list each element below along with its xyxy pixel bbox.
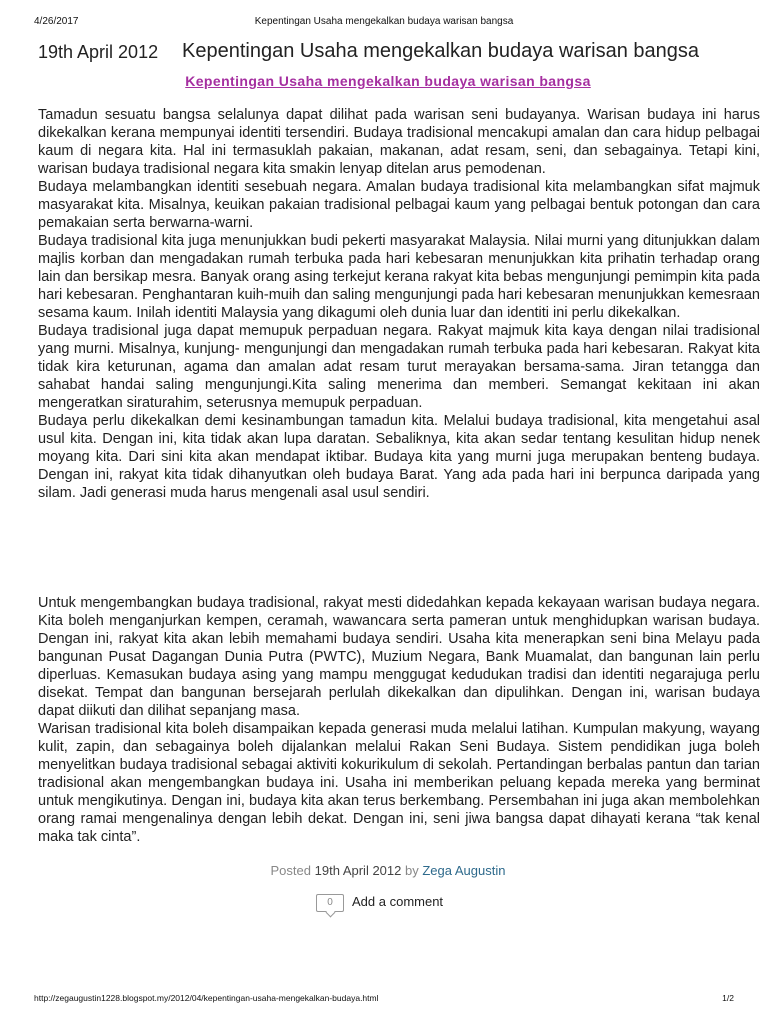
paragraph: Budaya perlu dikekalkan demi kesinambungan tamadun kita. Melalui budaya tradisional, kita mengetahui asal usul kita. Dengan ini, kita tidak akan lupa daratan. Sebaliknya, kita akan sedar tentang kesulitan hidup nenek moyang kita. Dari sini kita akan mendapat iktibar. Budaya kita yang murni juga merupakan benteng budaya. Dengan ini, rakyat kita tidak dihanyutkan oleh budaya Barat. Yang ada pada hari ini berpunca daripada yang silam. Jadi generasi muda harus mengenali asal usul sendiri.	[38, 413, 760, 501]
by-label: by	[404, 863, 419, 878]
paragraph: Budaya tradisional kita juga menunjukkan budi pekerti masyarakat Malaysia. Nilai murni yang ditunjukkan dalam majlis korban dan mengadakan rumah terbuka pada hari kebesaran menunjukkan kita prihatin terhadap orang lain dan bersikap mesra. Banyak orang asing terkejut kerana rakyat kita bebas mengunjungi pemimpin kita pada hari kebesaran. Penghantaran kuih-muih dan saling mengunjungi pada hari kebesaran menunjukkan kemesraan sesama kaum. Inilah identiti Malaysia yang dikagumi oleh dunia luar dan identiti ini perlu dikekalkan.	[38, 233, 760, 321]
print-date: 4/26/2017	[34, 16, 79, 27]
posted-date-link[interactable]: 19th April 2012	[314, 863, 402, 878]
post-title[interactable]: Kepentingan Usaha mengekalkan budaya warisan bangsa	[182, 40, 700, 62]
print-url: http://zegaugustin1228.blogspot.my/2012/04/kepentingan-usaha-mengekalkan-budaya.html	[34, 993, 379, 1003]
post-title-link[interactable]: Kepentingan Usaha mengekalkan budaya warisan bangsa	[185, 73, 591, 89]
print-footer	[34, 993, 734, 1007]
post-body-part-1	[38, 106, 760, 502]
posted-label: Posted	[270, 863, 311, 878]
paragraph: Tamadun sesuatu bangsa selalunya dapat dilihat pada warisan seni budayanya. Warisan budaya ini harus dikekalkan kerana mempunyai identiti tersendiri. Budaya tradisional mencakupi amalan dan cara hidup pelbagai kaum di negara kita. Hal ini termasuklah pakaian, makanan, adat resam, seni, dan sebagainya. Tetapi kini, warisan budaya tradisional negara kita smakin lenyap ditelan arus pemodenan.	[38, 107, 760, 177]
comment-count-bubble-icon: 0	[316, 894, 344, 912]
post-header	[38, 40, 738, 70]
post-body-part-2	[38, 594, 760, 846]
page-number: 1/2	[722, 993, 734, 1003]
author-link[interactable]: Zega Augustin	[422, 863, 506, 878]
paragraph: Budaya tradisional juga dapat memupuk perpaduan negara. Rakyat majmuk kita kaya dengan nilai tradisional yang murni. Misalnya, kunjung- mengunjungi dan mengadakan rumah terbuka pada hari kebesaran. Rakyat kita tidak kira keturunan, agama dan amalan adat resam turut merayakan bersama-sama. Jiran tetangga dan sahabat handai saling mengunjungi.Kita saling menerima dan memberi. Semangat kekitaan ini akan mengeratkan siraturahim, seterusnya memupuk perpaduan.	[38, 323, 760, 411]
add-comment-label[interactable]: Add a comment	[352, 894, 444, 909]
post-date: 19th April 2012	[38, 42, 159, 62]
paragraph: Untuk mengembangkan budaya tradisional, rakyat mesti didedahkan kepada kekayaan warisan budaya negara. Kita boleh menganjurkan kempen, ceramah, wawancara serta pameran untuk menghidupkan warisan budaya. Dengan ini, rakyat kita akan lebih memahami budaya sendiri. Usaha kita menerapkan seni bina Melayu pada bangunan Pusat Dagangan Dunia Putra (PWTC), Muzium Negara, Bank Muamalat, dan bangunan lain perlu diperluas. Kemasukan budaya asing yang mampu menggugat kedudukan tradisi dan identiti negarajuga perlu disekat. Tempat dan bangunan bersejarah perlulah dikekalkan dan dipulihkan. Dengan ini, warisan budaya dapat diikuti dan dilihat sepanjang masa.	[38, 595, 760, 719]
paragraph: Budaya melambangkan identiti sesebuah negara. Amalan budaya tradisional kita melambangkan sifat majmuk masyarakat kita. Misalnya, keuikan pakaian tradisional pelbagai kaum yang pelbagai bentuk potongan dan cara pemakaian serta berwarna-warni.	[38, 179, 760, 231]
paragraph: Warisan tradisional kita boleh disampaikan kepada generasi muda melalui latihan. Kumpulan makyung, wayang kulit, zapin, dan sebagainya boleh dijalankan melalui Rakan Seni Budaya. Sistem pendidikan juga boleh menyelitkan budaya tradisional sebagai aktiviti kokurikulum di sekolah. Pertandingan berbalas pantun dan tarian tradisional akan mengembangkan budaya ini. Usaha ini memberikan peluang kepada mereka yang berminat untuk mengikutinya. Dengan ini, budaya kita akan terus berkembang. Persembahan ini juga akan membolehkan orang ramai mengenalinya dengan lebih dekat. Dengan ini, seni jiwa bangsa dapat dihayati kerana “tak kenal maka tak cinta”.	[38, 721, 760, 845]
post-meta	[38, 863, 738, 878]
print-page-title: Kepentingan Usaha mengekalkan budaya warisan bangsa	[254, 16, 514, 27]
print-header	[34, 16, 734, 30]
